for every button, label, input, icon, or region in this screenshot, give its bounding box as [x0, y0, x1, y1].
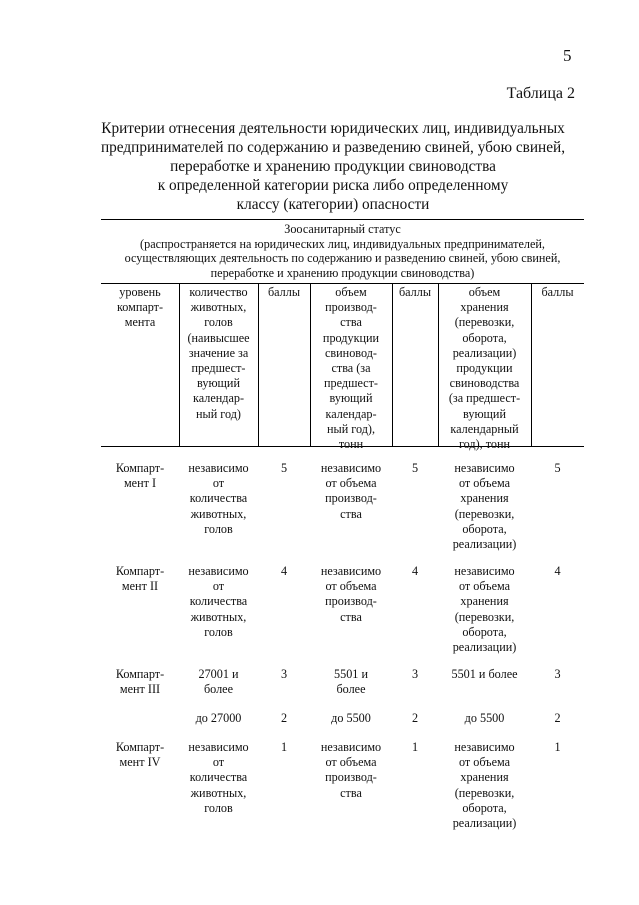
row-storage-volume: независимо от объема хранения (перевозки, оборота, реализации): [452, 740, 517, 831]
row-animal-count: независимо от количества животных, голов: [188, 461, 249, 536]
row-storage-volume: 5501 и более: [451, 667, 518, 681]
row-animal-count: независимо от количества животных, голов: [188, 564, 249, 639]
document-title: [88, 119, 578, 214]
row-points: 3: [280, 667, 288, 681]
row-animal-count: 27001 и более: [198, 667, 239, 697]
row-points: 2: [554, 711, 561, 725]
row-points: 2: [411, 711, 419, 725]
header-storage-volume: объем хранения (перевозки, оборота, реализации) продукции свиноводства (за предшест- вующий календарный год), тонн: [448, 285, 521, 452]
row-points: 1: [280, 740, 288, 754]
row-production-volume: независимо от объема производ- ства: [320, 564, 382, 624]
header-points: баллы: [267, 285, 301, 299]
row-points: 5: [280, 461, 288, 475]
row-points: 2: [280, 711, 288, 725]
column-divider: [531, 283, 532, 446]
title-line: предпринимателей по содержанию и разведению свиней, убою свиней,: [100, 139, 566, 156]
status-line: (распространяется на юридических лиц, индивидуальных предпринимателей,: [140, 236, 545, 251]
title-line: классу (категории) опасности: [236, 196, 430, 213]
row-points: 4: [280, 564, 288, 578]
row-points: 3: [554, 667, 561, 681]
column-divider: [392, 283, 393, 446]
row-compartment-label: Компарт- мент I: [115, 461, 165, 491]
row-animal-count: независимо от количества животных, голов: [188, 740, 249, 815]
header-points: баллы: [398, 285, 432, 299]
row-compartment-label: Компарт- мент IV: [115, 740, 165, 770]
header-points: баллы: [541, 285, 574, 299]
row-points: 4: [411, 564, 419, 578]
row-storage-volume: независимо от объема хранения (перевозки, оборота, реализации): [452, 564, 517, 655]
title-line: переработке и хранению продукции свиноводства: [170, 158, 496, 175]
row-points: 1: [411, 740, 419, 754]
row-storage-volume: независимо от объема хранения (перевозки, оборота, реализации): [452, 461, 517, 552]
row-compartment-label: Компарт- мент III: [115, 667, 165, 697]
title-line: к определенной категории риска либо определенному: [157, 177, 509, 194]
status-line: осуществляющих деятельность по содержанию и разведению свиней, убою свиней,: [124, 251, 561, 265]
row-points: 3: [411, 667, 419, 681]
header-animal-count: количество животных, голов (наивысшее значение за предшест- вующий календар- ный год): [187, 285, 250, 421]
row-points: 1: [554, 740, 561, 754]
status-title: Зоосанитарный статус: [284, 222, 401, 236]
row-compartment-label: Компарт- мент II: [115, 564, 165, 594]
zoosanitary-status-header: [101, 222, 584, 280]
header-production-volume: объем производ- ства продукции свиновод- ства (за предшест- вующий календар- ный год), тонн: [322, 285, 380, 452]
row-animal-count: до 27000: [195, 711, 242, 725]
page-number: 5: [563, 46, 572, 65]
row-points: 4: [554, 564, 561, 578]
row-production-volume: до 5500: [331, 711, 371, 725]
row-points: 5: [554, 461, 561, 475]
header-compartment-level: уровень компарт- мента: [116, 285, 164, 330]
table-top-border: [101, 219, 584, 220]
row-production-volume: независимо от объема производ- ства: [320, 740, 382, 800]
table-subheader-border: [101, 283, 584, 284]
row-storage-volume: до 5500: [464, 711, 505, 725]
row-production-volume: независимо от объема производ- ства: [320, 461, 382, 521]
row-points: 5: [411, 461, 419, 475]
row-production-volume: 5501 и более: [334, 667, 368, 697]
table-caption: Таблица 2: [506, 85, 575, 102]
status-line: переработке и хранению продукции свиноводства): [210, 265, 475, 280]
title-line: Критерии отнесения деятельности юридических лиц, индивидуальных: [101, 120, 565, 137]
column-divider: [258, 283, 259, 446]
